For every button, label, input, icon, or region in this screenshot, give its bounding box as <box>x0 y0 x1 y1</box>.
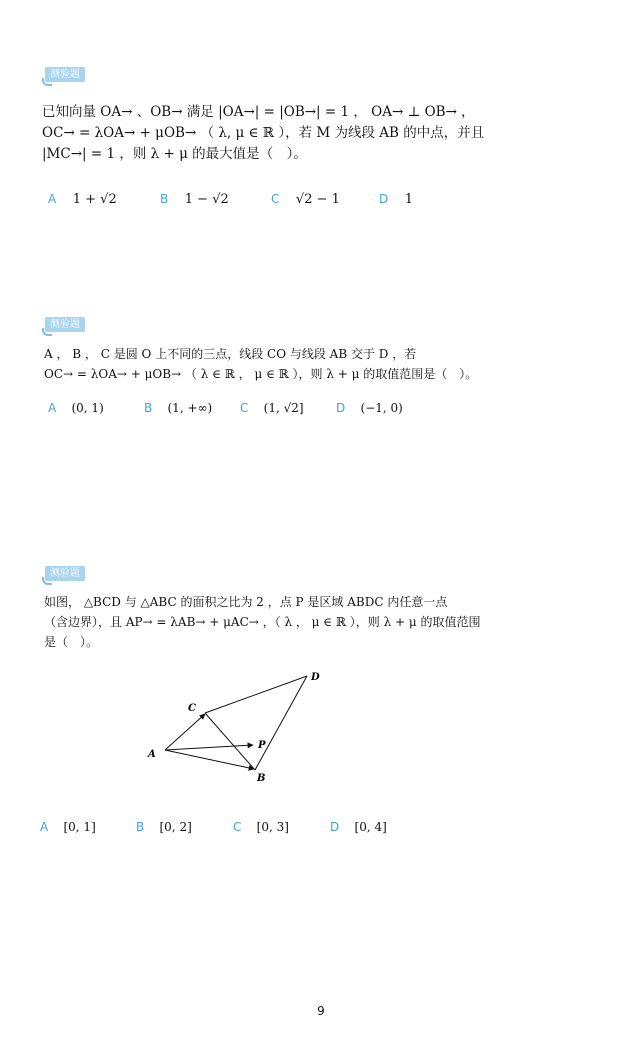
page-number: 9 <box>317 1004 325 1018</box>
option-letter: D <box>379 192 389 206</box>
option-letter: C <box>240 401 249 415</box>
vector-ab <box>165 750 254 769</box>
question-3-line-3: 是（ ）。 <box>44 635 99 649</box>
option-text: 1 + √2 <box>72 192 117 207</box>
q3-option-a[interactable] <box>40 820 96 834</box>
option-text: [0, 4] <box>354 820 387 834</box>
option-letter: A <box>48 401 57 415</box>
question-2-line-1: A ， B ， C 是圆 O 上不同的三点，线段 CO 与线段 AB 交于 D ，若 <box>44 347 417 361</box>
figure-label-d: D <box>311 672 320 683</box>
option-text: (1, √2] <box>263 401 304 415</box>
q3-option-b[interactable] <box>136 820 192 834</box>
option-letter: C <box>233 820 242 834</box>
option-letter: D <box>330 820 340 834</box>
figure-label-b: B <box>257 773 266 784</box>
option-text: (−1, 0) <box>360 401 403 415</box>
option-letter: B <box>144 401 153 415</box>
option-text: 1 <box>404 192 414 207</box>
option-letter: A <box>48 192 57 206</box>
vector-ap <box>165 745 253 750</box>
question-tag: 测验题 <box>45 317 85 332</box>
question-3-line-1: 如图， △BCD 与 △ABC 的面积之比为 2 ，点 P 是区域 ABDC 内任意一点 <box>44 595 448 609</box>
vector-ac <box>165 714 205 750</box>
figure-label-a: A <box>148 749 156 760</box>
option-letter: B <box>160 192 169 206</box>
question-tag: 测验题 <box>45 67 85 82</box>
q3-option-c[interactable] <box>233 820 289 834</box>
option-letter: B <box>136 820 145 834</box>
option-letter: D <box>336 401 346 415</box>
option-text: (0, 1) <box>71 401 104 415</box>
option-text: [0, 2] <box>159 820 192 834</box>
option-text: 1 − √2 <box>184 192 229 207</box>
segment-c-b <box>205 713 255 770</box>
question-1-line-2: OC→ = λOA→ + μOB→ （ λ, μ ∈ ℝ ），若 M 为线段 AB 的中点，并且 <box>42 125 485 141</box>
option-letter: A <box>40 820 49 834</box>
option-text: [0, 3] <box>256 820 289 834</box>
figure-label-c: C <box>188 703 196 714</box>
option-text: √2 − 1 <box>295 192 340 207</box>
question-tag: 测验题 <box>45 566 85 581</box>
option-text: [0, 1] <box>63 820 96 834</box>
q3-option-d[interactable] <box>330 820 387 834</box>
segment-c-d <box>205 676 307 713</box>
question-1-line-1: 已知向量 OA→ 、OB→ 满足 |OA→| = |OB→| = 1 ， OA→ ⊥ OB→ ， <box>42 104 475 120</box>
segment-b-d <box>255 676 307 770</box>
figure-label-p: P <box>258 740 266 751</box>
option-letter: C <box>271 192 280 206</box>
question-2-line-2: OC→ = λOA→ + μOB→ （ λ ∈ ℝ ， μ ∈ ℝ ），则 λ + μ 的取值范围是（ ）。 <box>44 367 478 381</box>
question-1-line-3: |MC→| = 1 ，则 λ + μ 的最大值是（ ）。 <box>42 146 307 162</box>
option-text: (1, +∞) <box>167 401 213 415</box>
question-3-line-2: （含边界），且 AP→ = λAB→ + μAC→ ，（ λ ， μ ∈ ℝ ），则 λ + μ 的取值范围 <box>44 615 481 629</box>
